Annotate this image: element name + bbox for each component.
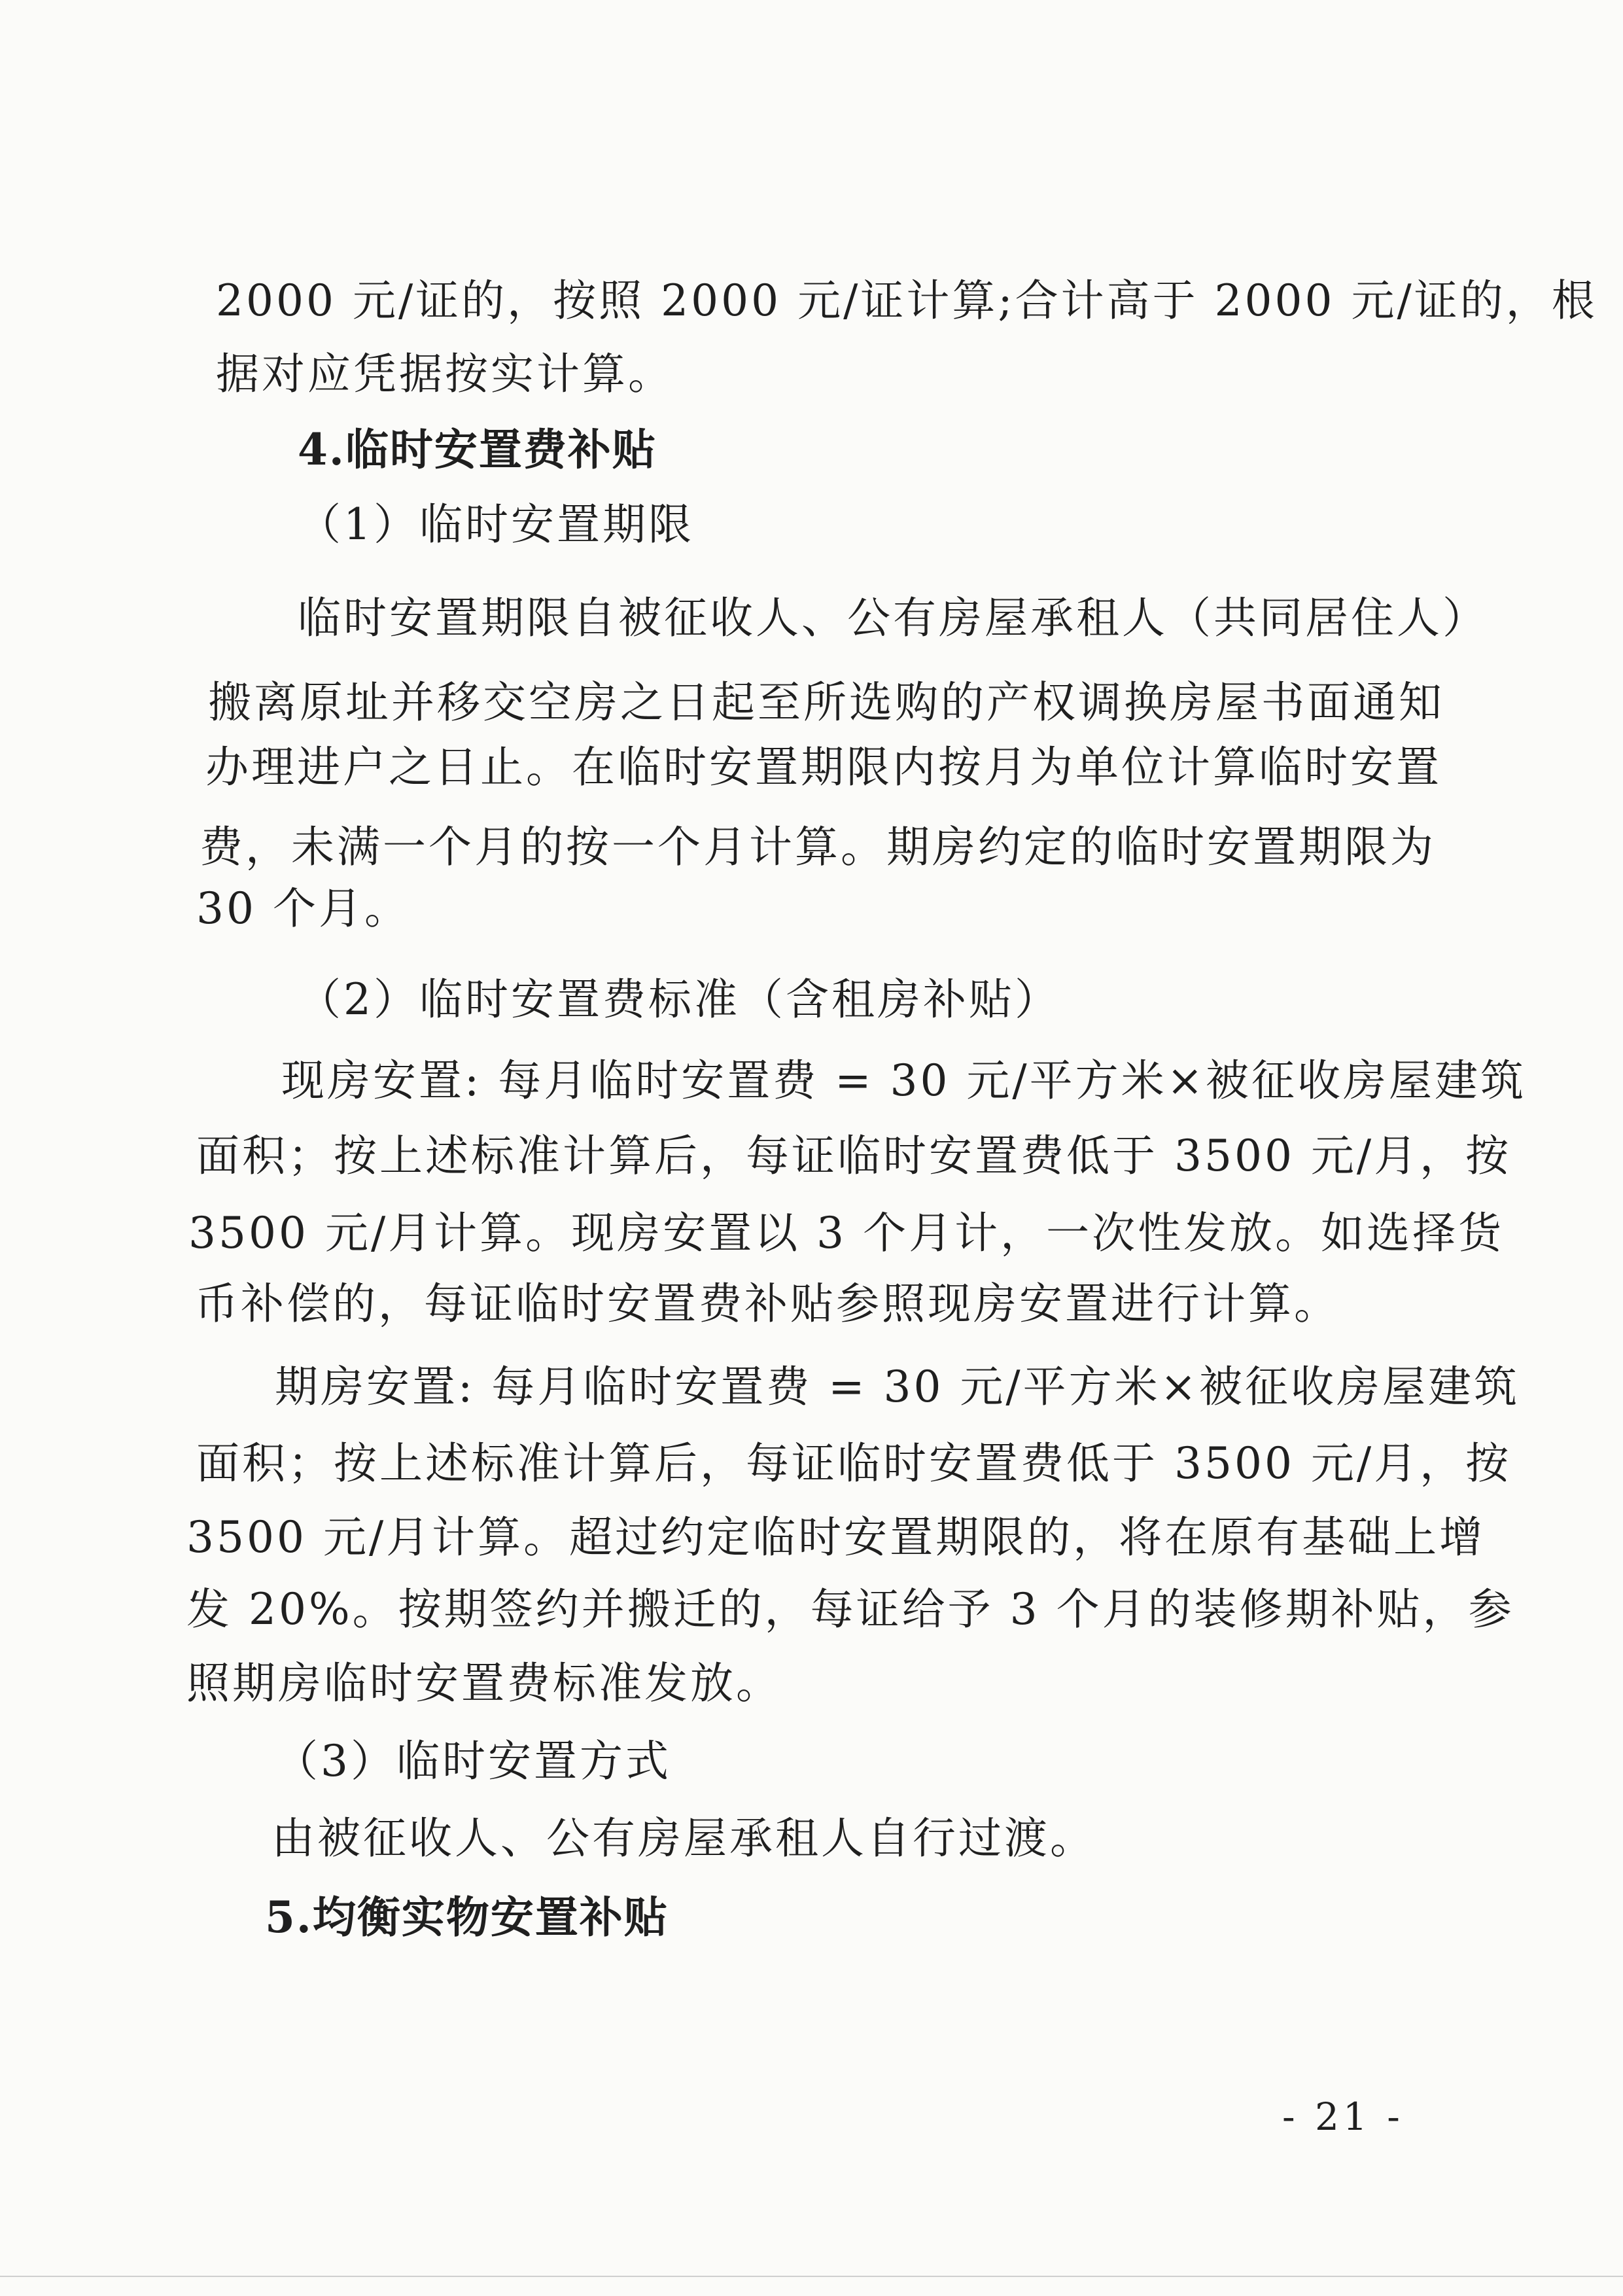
paragraph-line: 照期房临时安置费标准发放。 [186,1658,782,1708]
paragraph-line: 由被征收人、公有房屋承租人自行过渡。 [271,1813,1096,1863]
subsection-heading: （1）临时安置期限 [298,499,694,550]
paragraph-line: 面积；按上述标准计算后，每证临时安置费低于 3500 元/月，按 [196,1438,1512,1489]
paragraph-line: 面积；按上述标准计算后，每证临时安置费低于 3500 元/月，按 [196,1131,1512,1181]
paragraph-line: 现房安置: 每月临时安置费 = 30 元/平方米×被征收房屋建筑 [281,1055,1526,1106]
paragraph-line: 办理进户之日止。在临时安置期限内按月为单位计算临时安置 [205,742,1442,792]
subsection-heading: （3）临时安置方式 [275,1736,671,1786]
paragraph-line: 币补偿的，每证临时安置费补贴参照现房安置进行计算。 [195,1279,1340,1329]
paragraph-line: 2000 元/证的，按照 2000 元/证计算;合计高于 2000 元/证的，根 [216,275,1597,326]
section-heading: 4.临时安置费补贴 [298,424,657,475]
paragraph-line: 发 20%。按期签约并搬迁的，每证给予 3 个月的装修期补贴，参 [186,1584,1514,1634]
paragraph-line: 期房安置: 每月临时安置费 = 30 元/平方米×被征收房屋建筑 [275,1362,1520,1412]
paragraph-line: 费，未满一个月的按一个月计算。期房约定的临时安置期限为 [200,822,1436,872]
paragraph-line: 临时安置期限自被征收人、公有房屋承租人（共同居住人） [298,593,1488,643]
scan-edge-line [0,2276,1623,2277]
paragraph-line: 搬离原址并移交空房之日起至所选购的产权调换房屋书面通知 [208,677,1444,728]
paragraph-line: 3500 元/月计算。超过约定临时安置期限的，将在原有基础上增 [186,1512,1486,1563]
page-number: - 21 - [1282,2094,1404,2139]
subsection-heading: （2）临时安置费标准（含租房补贴） [298,974,1060,1025]
section-heading: 5.均衡实物安置补贴 [265,1892,669,1943]
paragraph-line: 据对应凭据按实计算。 [216,349,674,399]
paragraph-line: 3500 元/月计算。现房安置以 3 个月计，一次性发放。如选择货 [188,1208,1505,1258]
paragraph-line: 30 个月。 [196,883,410,934]
